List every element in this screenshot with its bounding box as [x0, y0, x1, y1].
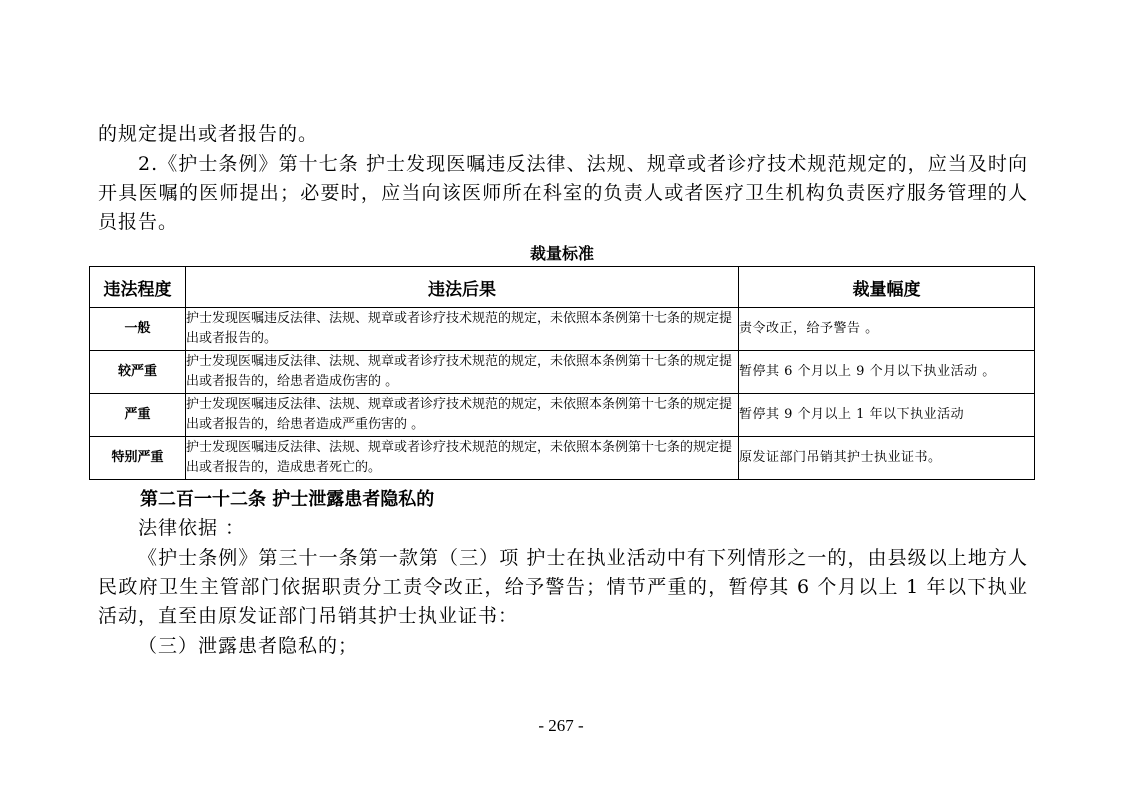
header-violation-consequence: 违法后果	[186, 267, 739, 308]
penalty-range: 暂停其 6 个月以上 9 个月以下执业活动 。	[739, 351, 1035, 394]
page-number: - 267 -	[538, 716, 584, 735]
body-paragraph-1: 的规定提出或者报告的。	[98, 123, 319, 145]
violation-level: 特别严重	[90, 437, 186, 480]
violation-consequence: 护士发现医嘱违反法律、法规、规章或者诊疗技术规范的规定，未依照本条例第十七条的规定提出或者报告的，给患者造成严重伤害的 。	[186, 394, 739, 437]
table-caption: 裁量标准	[529, 244, 594, 263]
header-penalty-range: 裁量幅度	[739, 267, 1035, 308]
violation-consequence: 护士发现医嘱违反法律、法规、规章或者诊疗技术规范的规定，未依照本条例第十七条的规定提出或者报告的，造成患者死亡的。	[186, 437, 739, 480]
legal-basis-paragraph: 《护士条例》第三十一条第一款第（三）项 护士在执业活动中有下列情形之一的，由县级以上地方人民政府卫生主管部门依据职责分工责令改正，给予警告；情节严重的，暂停其 6 个月以上 1 年以下执业活动，直至由原发证部门吊销其护士执业证书：	[98, 547, 1028, 627]
violation-consequence: 护士发现医嘱违反法律、法规、规章或者诊疗技术规范的规定，未依照本条例第十七条的规定提出或者报告的。	[186, 308, 739, 351]
table-row	[90, 437, 1035, 480]
section-heading: 第二百一十二条 护士泄露患者隐私的	[140, 489, 435, 510]
table-row	[90, 351, 1035, 394]
legal-basis-item: （三）泄露患者隐私的；	[138, 635, 359, 657]
body-paragraph-2: 2.《护士条例》第十七条 护士发现医嘱违反法律、法规、规章或者诊疗技术规范规定的，应当及时向开具医嘱的医师提出；必要时，应当向该医师所在科室的负责人或者医疗卫生机构负责医疗服务管理的人员报告。	[98, 153, 1028, 233]
violation-level: 一般	[90, 308, 186, 351]
legal-basis-label: 法律依据 ：	[138, 517, 246, 539]
table-row	[90, 394, 1035, 437]
penalty-range: 责令改正，给予警告 。	[739, 308, 1035, 351]
table-header-row	[90, 267, 1035, 308]
violation-level: 严重	[90, 394, 186, 437]
header-violation-level: 违法程度	[90, 267, 186, 308]
discretion-standard-table	[89, 266, 1035, 480]
table-row	[90, 308, 1035, 351]
violation-consequence: 护士发现医嘱违反法律、法规、规章或者诊疗技术规范的规定，未依照本条例第十七条的规定提出或者报告的，给患者造成伤害的 。	[186, 351, 739, 394]
penalty-range: 暂停其 9 个月以上 1 年以下执业活动	[739, 394, 1035, 437]
violation-level: 较严重	[90, 351, 186, 394]
penalty-range: 原发证部门吊销其护士执业证书。	[739, 437, 1035, 480]
